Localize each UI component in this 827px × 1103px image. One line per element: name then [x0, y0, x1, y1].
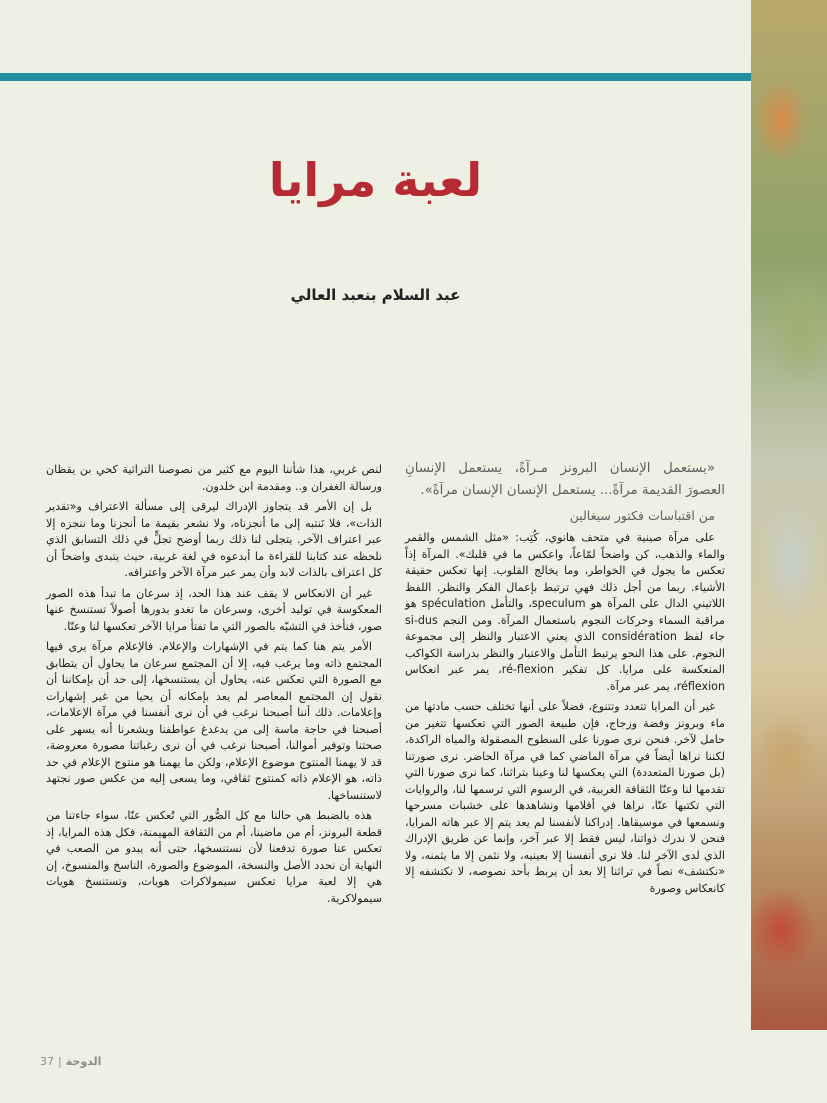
paragraph: لنص غربي، هذا شأننا اليوم مع كثير من نصوصنا التراثية كحي بن يقظان ورسالة الغفران و.. ومقدمة ابن خلدون.	[46, 463, 382, 493]
epigraph-quote: «يستعمل الإنسان البرونز مـرآةً، يستعمل الإنسانِ العصورَ القديمة مرآةً... يستعمل الإنسان الإنسان مرآةً».	[405, 461, 725, 498]
folio-divider: |	[58, 1055, 62, 1068]
magazine-name: الدوحة	[65, 1055, 102, 1068]
article-author: عبد السلام بنعبد العالي	[290, 286, 461, 304]
article-title: لعبة مرايا	[268, 153, 483, 207]
page-number: 37	[40, 1055, 54, 1068]
paragraph: بل إن الأمر قد يتجاوز الإدراك ليرقى إلى مسألة الاعتراف و«تقدير الذات»، فلا نَنتبه إلى ما أنجزناه، ولا نشعر بقيمة ما أنجزنا وما ننجزه إلا عبر اعتراف الآخر. يتجلى لنا ذلك ربما أوضح تجلٍّ في ذلك التسابق الذي نلحظه عند كتابنا للقراءة ما أبدعوه في لغة غربية، حيث يتبدى واضحاً أن كل اعتراف بالذات لابد وأن يمر عبر مرآة الآخر واعترافه.	[46, 500, 382, 579]
paragraph: الأمر يتم هنا كما يتم في الإشهارات والإعلام. فالإعلام مرآة يرى فيها المجتمع ذاته وما يرغب فيه، إلا أن المجتمع سرعان ما يحاول أن يتطابق مع الصورة التي تعكس عنه، يحاول أن يستنسخها، إلى حد أن بإمكاننا أن نقول إن المجتمع المعاصر لم يعد بإمكانه أن يحيا من غير إشهارات وإعلامات. ذلك أننا أصبحنا نرغب في أن نرى أنفسنا في مرآة الإعلامات، أصبحنا في حاجة ماسة إلى من يدغدغ عواطفنا ويشعرنا أنه يسهر على صحتنا وتوفير أموالنا، أصبحنا نرغب في أن نرى رغباتنا مصورة معروضة، قد لا يهمنا المنتوج موضوع الإعلام، ولكن ما يهمنا هو منتوج الإعلام في حد ذاته، هو الإعلام ذاته كمنتوج ثقافي، وما يسعى إليه من عكس صور نجتهد لاستنساخها.	[46, 640, 382, 802]
left-column	[46, 462, 382, 911]
paragraph: على مرآة صينية في متحف هانوي، كُتِب: «مثل الشمس والقمر والماء والذهب، كن واضحاً لمّاعاً، واعكس ما في قلبك». المرآة إذاً تعكس ما يجول في الخواطر، وما يخالج القلوب. إنها تعكس حقيقة الأشياء. ربما من أجل ذلك فهي ترتبط بإعمال الفكر والنظر. اللفظ اللاتيني الدال على المرآة هو speculum، والتأمل spéculation هو مراقبة السماء وحركات النجوم باستعمال المرآة. ومن النجم si-dus جاء لفظ considération الذي يعني الاعتبار والنظر إلى مجموعة النجوم. على هذا النحو يرتبط التأمل والاعتبار والنظر بدراسة الكواكب المنعكسة على مرايا. كل تفكير ré-flexion، يمر عبر انعكاس réflexion، يمر عبر مرآة.	[405, 531, 726, 693]
paragraph: هذه بالضبط هي حالنا مع كل الصُّور التي تُعكس عنّا، سواء جاءتنا من قطعة البرونز، أم من ماضينا، أم من الثقافة المهيمنة، فكل هذه المرايا، إذ تعكس عنا صورة تدفعنا لأن نستنسخها، حتى أنه يبدو من الصعب في النهاية أن نحدد الأصل والنسخة، الموضوع والصورة، الناسخ والمنسوخ، إن هي إلا لعبة مرايا تعكس سيمولاكرات هويات، وتستنسخ هويات سيمولاكرية.	[46, 809, 382, 905]
painting-strip	[751, 0, 827, 1030]
right-column	[405, 458, 725, 901]
paragraph: غير أن المرايا تتعدد وتتنوع، فضلاً على أنها تختلف حسب مادتها من ماء وبرونز وفضة وزجاج، فإن طبيعة الصور التي تعكسها تتغير من حامل لآخر. فنحن نرى صورنا على السطوح المصقولة والمياه الراكدة، لكننا نراها أيضاً في مرآة الماضي كما في مرآة الحاضر. نرى صورتنا (بل صورنا المتعددة) التي يعكسها لنا وعينا بتراثنا، كما نرى صورنا التي تقدمها لنا وعنّا الثقافة الغربية، في الرسوم التي ترسمها لنا، والروايات التي تكتبها عنّا، نراها في أفلامها ونشاهدها على خشبات مسرحها ونسمعها في موسيقاها. إدراكنا لأنفسنا لم يعد يتم إلا عبر هاته المرايا، فنحن لا ندرك ذواتنا، ليس فقط إلا عبر آخر، وإنما عن طريق الإدراك الذي لدى الآخر لنا. فلا نرى أنفسنا إلا بعينيه، ولا نثمن إلا ما يثمنه، ولا «نكتشف» نصاً في تراثنا إلا بعد أن يربط بأحد نصوصه، لا نكتشفه إلا كانعكاس وصورة	[405, 700, 725, 895]
paragraph: غير أن الانعكاس لا يقف عند هذا الحد، إذ سرعان ما تبدأ هذه الصور المعكوسة في توليد أخرى، وسرعان ما تغدو بدورها أصولاً تستنسخ عنها صور، فنأخذ في التشبّه بالصور التي ما تفتأ مرايا الآخر تعكسها لنا وعنّا.	[46, 586, 382, 633]
page-folio	[40, 1055, 101, 1068]
header-rule	[0, 73, 751, 81]
epigraph-source: من اقتباسات فكتور سيغالين	[569, 508, 715, 523]
